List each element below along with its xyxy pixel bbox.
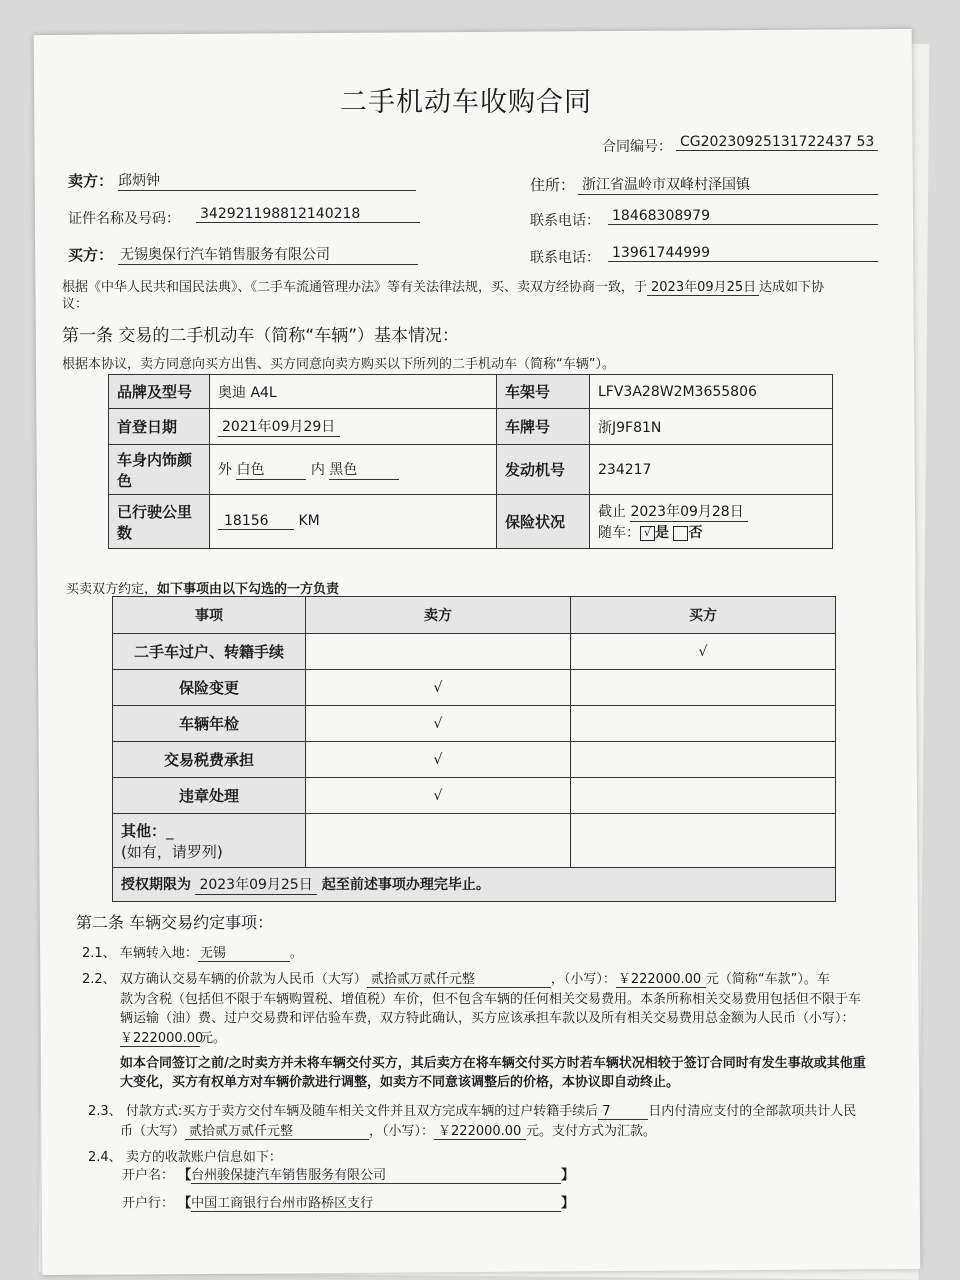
seller-address-label: 住所： [530,176,576,194]
account-name-row [122,1164,574,1184]
preamble-line1 [62,276,824,296]
account-name-rbracket: 】 [561,1168,575,1183]
plate-label: 车牌号 [497,409,590,445]
violations-seller-check: √ [306,778,571,814]
item-transfer: 二手车过户、转籍手续 [113,634,306,670]
account-name: 台州骏保捷汽车销售服务有限公司 [191,1164,561,1184]
article2-title: 第二条 车辆交易约定事项： [76,913,274,932]
insurance-cell [590,495,833,549]
clause-2-2-line1 [82,968,830,988]
other-cell [113,814,306,868]
insurance-date: 2023年09月28日 [630,501,748,522]
engine-value: 234217 [590,445,833,495]
item-violations: 违章处理 [113,778,306,814]
clause-2-1-tail: 。 [289,946,303,961]
yes-label: 是 [655,525,669,541]
insurance-seller-check: √ [306,670,571,706]
clause-2-3-text-d: ，（小写）： [369,1124,435,1139]
color-label: 车身内饰颜色 [109,445,210,495]
other-label: 其他： [121,821,167,840]
account-bank-row [122,1192,574,1212]
clause-2-2-bold2: 大变化，买方有权单方对车辆价款进行调整，如卖方不同意该调整后的价格，本协议即自动终止。 [120,1075,680,1090]
clause-2-3-line2 [120,1120,656,1140]
insurance-prefix: 截止 [598,504,626,520]
mileage-unit: KM [298,513,320,529]
no-checkbox [673,526,688,541]
interior-color: 黑色 [329,459,399,480]
yes-checkbox: √ [640,526,655,541]
payment-days: 7 [598,1104,648,1120]
clause-2-3-line1 [88,1100,856,1120]
reg-date-value: 2021年09月29日 [218,416,340,437]
deadline-date: 2023年09月25日 [195,874,317,895]
other-seller [306,814,571,868]
buyer-name: 无锡奥保行汽车销售服务有限公司 [118,244,418,265]
buyer-phone: 13961744999 [608,245,878,262]
clause-2-2-text-c: 元（简称“车款”）。车 [705,972,830,987]
header-buyer: 买方 [571,597,836,634]
other-buyer [571,814,836,868]
seller-label: 卖方： [68,172,114,190]
vin-label: 车架号 [497,375,590,409]
header-seller: 卖方 [306,597,571,634]
preamble-line2: 议： [62,297,89,312]
exterior-color: 白色 [236,459,306,480]
mileage-value: 18156 [218,513,294,530]
no-label: 否 [688,525,703,541]
price-upper: 贰拾贰万贰仟元整 [367,968,551,988]
plate-value: 浙J9F81N [590,409,833,445]
account-bank-lbracket: 【 [178,1196,192,1211]
engine-label: 发动机号 [497,445,590,495]
contract-number-label: 合同编号： [602,139,672,155]
clause-2-2-text-a: 双方确认交易车辆的价款为人民币（大写） [119,972,367,987]
account-bank: 中国工商银行台州市路桥区支行 [191,1192,561,1212]
seller-id: 342921198812140218 [196,206,420,223]
article1-title: 第一条 交易的二手机动车（简称“车辆”）基本情况： [62,326,460,346]
preamble-date: 2023年09月25日 [647,276,759,296]
item-insurance: 保险变更 [113,670,306,706]
buyer-phone-label: 联系电话： [530,250,600,266]
deadline-tail: 起至前述事项办理完毕止。 [321,877,490,893]
seller-name: 邱炳钟 [118,170,416,191]
clause-2-1-label: 车辆转入地： [119,946,198,961]
clause-2-4 [88,1146,282,1165]
clause-2-3-num: 2.3、 [88,1104,122,1119]
interior-prefix: 内 [310,462,325,478]
item-inspection: 车辆年检 [113,706,306,742]
other-note: (如有，请罗列) [121,842,223,861]
brand-value: 奥迪 A4L [210,375,497,409]
reg-date-label: 首登日期 [109,409,210,445]
mileage-cell [210,495,497,549]
responsibility-intro-text: 买卖双方约定， [66,582,158,597]
article1-intro: 根据本协议，卖方同意向买方出售、买方同意向卖方购买以下所列的二手机动车（简称“车辆”）。 [62,357,615,372]
clause-2-2-text-b: ，（小写）： [550,972,616,987]
clause-2-3-text-c: 币（大写） [120,1124,186,1139]
account-name-label: 开户名： [122,1168,175,1183]
seller-id-label: 证件名称及号码： [68,211,180,227]
vehicle-info-table [108,374,833,549]
clause-2-4-num: 2.4、 [88,1150,122,1165]
clause-2-1-num: 2.1、 [82,946,116,961]
payment-lower: ￥222000.00 [434,1120,526,1140]
destination-value: 无锡 [198,942,290,962]
preamble-tail: 达成如下协 [759,280,825,295]
deadline-row [113,868,836,902]
exterior-prefix: 外 [218,462,232,478]
total-unit: 元。 [200,1031,227,1046]
clause-2-3-text-e: 元。支付方式为汇款。 [526,1124,657,1139]
clause-2-3-text-b: 日内付清应支付的全部款项共计人民 [648,1104,857,1119]
seller-phone: 18468308979 [608,208,878,225]
total-amount: ￥222000.00 [120,1027,200,1047]
clause-2-2-bold1: 如本合同签订之前/之时卖方并未将车辆交付买方，其后卖方在将车辆交付买方时若车辆状况相较于签订合同时有发生事故或其他重 [120,1056,866,1071]
account-name-lbracket: 【 [178,1168,192,1183]
responsibility-table [112,596,836,902]
clause-2-1 [82,942,303,962]
insurance-buyer-check [571,670,836,706]
account-bank-rbracket: 】 [561,1196,575,1211]
seller-address: 浙江省温岭市双峰村泽国镇 [578,174,878,195]
transfer-buyer-check: √ [571,634,836,670]
price-lower: ￥222000.00 [616,968,706,988]
seller-phone-label: 联系电话： [530,213,600,229]
clause-2-2-line2: 款为含税（包括但不限于车辆购置税、增值税）车价，但不包含车辆的任何相关交易费用。本条所称相关交易费用包括但不限于车 [120,992,862,1007]
violations-buyer-check [571,778,836,814]
taxes-seller-check: √ [306,742,571,778]
insurance-label: 保险状况 [497,495,590,549]
item-taxes: 交易税费承担 [113,742,306,778]
contract-number: CG20230925131722437 53 [676,134,878,151]
account-bank-label: 开户行： [122,1196,175,1211]
with-car-label: 随车： [598,525,640,541]
clause-2-2-line3: 辆运输（油）费、过户交易费和评估验车费，双方特此确认，买方应该承担车款以及所有相关交易费用总金额为人民币（小写）： [120,1011,855,1026]
taxes-buyer-check [571,742,836,778]
inspection-seller-check: √ [306,706,571,742]
reg-date-cell [210,409,497,445]
mileage-label: 已行驶公里数 [109,495,210,549]
transfer-seller-check [306,634,571,670]
inspection-buyer-check [571,706,836,742]
buyer-label: 买方： [68,246,114,264]
brand-label: 品牌及型号 [109,375,210,409]
clause-2-2-num: 2.2、 [82,972,116,987]
clause-2-4-label: 卖方的收款账户信息如下： [125,1150,282,1165]
other-value: _ [166,821,174,840]
preamble-text: 根据《中华人民共和国民法典》、《二手车流通管理办法》等有关法律法规，买、卖双方经协商一致，于 [62,280,648,295]
deadline-label: 授权期限为 [121,877,191,893]
clause-2-3-text-a: 付款方式:买方于卖方交付车辆及随车相关文件并且双方完成车辆的过户转籍手续后 [125,1104,599,1119]
color-cell [210,445,497,495]
vin-value: LFV3A28W2M3655806 [590,375,833,409]
responsibility-intro-bold: 如下事项由以下勾选的一方负责 [157,582,340,597]
document-title: 二手机动车收购合同 [340,87,592,118]
clause-2-2-line4 [120,1027,226,1047]
header-item: 事项 [113,597,306,634]
responsibility-intro [66,578,339,597]
payment-upper: 贰拾贰万贰仟元整 [185,1120,369,1140]
